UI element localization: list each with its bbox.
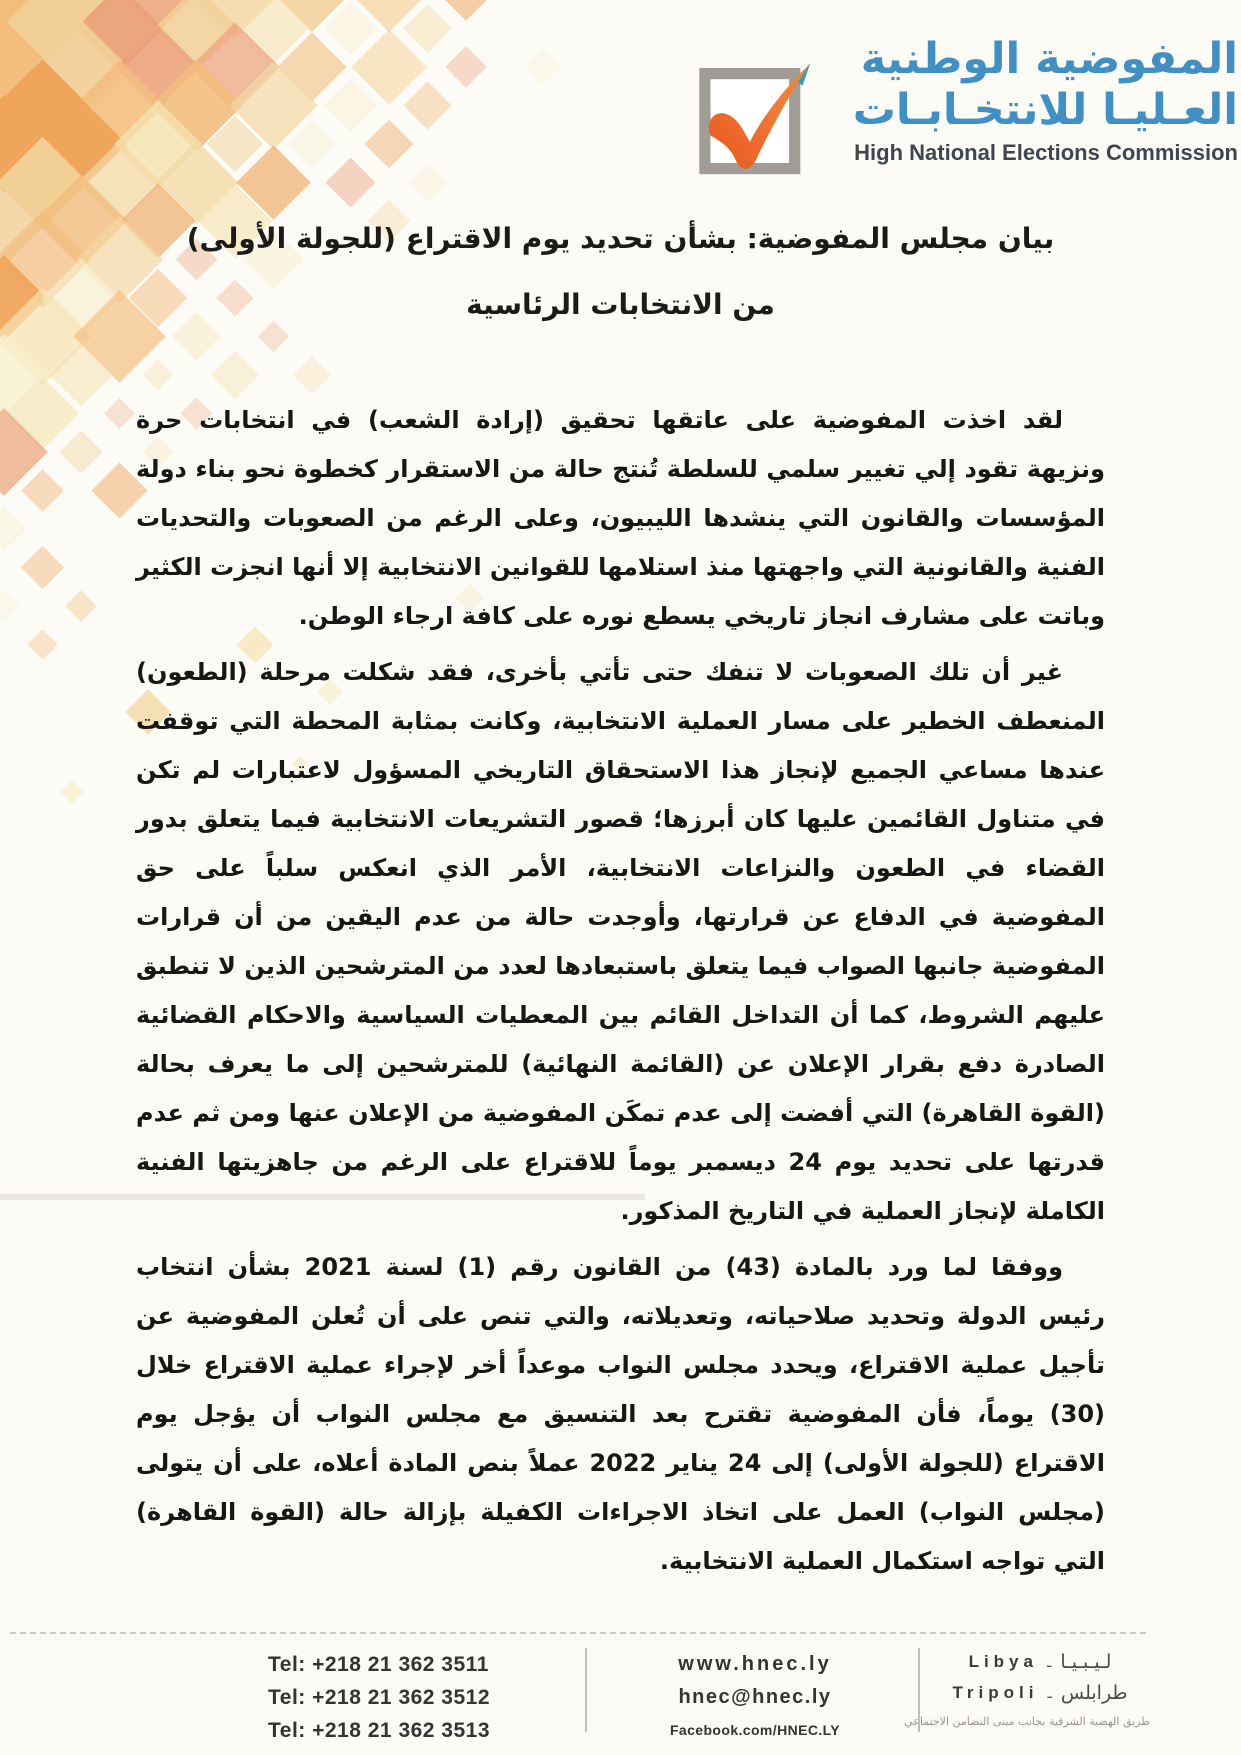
dash-separator: ـ xyxy=(1046,1653,1052,1671)
body-paragraph-2: غير أن تلك الصعوبات لا تنفك حتى تأتي بأخرى، فقد شكلت مرحلة (الطعون) المنعطف الخطير على مسار العملية الانتخابية، وكانت بمثابة المحطة التي توقفت عندها مساعي الجميع لإنجاز هذا الاستحقاق التاريخي المسؤول لاعتبارات لم تكن في متناول القائمين عليها كان أبرزها؛ قصور التشريعات الانتخابية فيما يتعلق بدور القضاء في الطعون والنزاعات الانتخابية، الأمر الذي انعكس سلباً على حق المفوضية في الدفاع عن قرارتها، وأوجدت حالة من عدم اليقين من أن قرارات المفوضية جانبها الصواب فيما يتعلق باستبعادها لعدد من المترشحين الذين لا تنطبق عليهم الشروط، كما أن التداخل القائم بين المعطيات السياسية والاحكام القضائية الصادرة دفع بقرار الإعلان عن (القائمة النهائية) للمترشحين إلى ما يعرف بحالة (القوة القاهرة) التي أفضت إلى عدم تمكَن المفوضية من الإعلان عنها ومن ثم عدم قدرتها على تحديد يوم 24 ديسمبر يوماً للاقتراع على الرغم من جاهزيتها الفنية الكاملة لإنجاز العملية في التاريخ المذكور. xyxy=(136,658,1105,1225)
website-text: www.hnec.ly xyxy=(678,1653,832,1675)
statement-title-line2: من الانتخابات الرئاسية xyxy=(466,288,775,321)
phone-line-1: Tel: +218 21 362 3511 xyxy=(268,1653,489,1676)
location-block xyxy=(904,1646,1150,1728)
city-name-arabic: طرابلس xyxy=(1060,1681,1128,1704)
phone-list xyxy=(268,1648,490,1747)
web-contact-block xyxy=(600,1648,910,1747)
page-footer xyxy=(0,1632,1241,1755)
hnec-logo xyxy=(698,34,1238,179)
body-paragraph-3: ووفقا لما ورد بالمادة (43) من القانون رقم (1) لسنة 2021 بشأن انتخاب رئيس الدولة وتحديد صلاحياته، وتعديلاته، والتي تنص على أن تُعلن المفوضية عن تأجيل عملية الاقتراع، ويحدد مجلس النواب موعداً أخر لإجراء عملية الاقتراع خلال (30) يوماً، فأن المفوضية تقترح بعد التنسيق مع مجلس النواب أن يؤجل يوم الاقتراع (للجولة الأولى) إلى 24 يناير 2022 عملاً بنص المادة أعلاه، على أن يتولى (مجلس النواب) العمل على اتخاذ الاجراءات الكفيلة بإزالة حالة (القوة القاهرة) التي تواجه استكمال العملية الانتخابية. xyxy=(136,1253,1105,1575)
ballot-checkbox-icon xyxy=(698,58,812,179)
country-name-english: Libya xyxy=(968,1651,1038,1671)
logo-arabic-name-line2: العـليـا للانتخـابـات xyxy=(852,85,1238,135)
footer-column-divider-1 xyxy=(585,1648,587,1732)
logo-arabic-name-line1: المفوضية الوطنية xyxy=(860,34,1238,84)
footer-divider-line xyxy=(10,1632,1146,1634)
country-name-arabic: لـيـبـيـا xyxy=(1060,1650,1112,1673)
phone-line-3: Tel: +218 21 362 3513 xyxy=(268,1719,491,1742)
dash-separator: ـ xyxy=(1047,1684,1052,1702)
statement-title xyxy=(0,218,1241,326)
facebook-text: Facebook.com/HNEC.LY xyxy=(669,1722,841,1738)
statement-body xyxy=(136,396,1105,1593)
email-text: hnec@hnec.ly xyxy=(678,1686,832,1708)
logo-english-name: High National Elections Commission xyxy=(854,140,1238,165)
city-name-english: Tripoli xyxy=(952,1682,1039,1702)
city-row xyxy=(930,1677,1150,1708)
statement-title-line1: بيان مجلس المفوضية: بشأن تحديد يوم الاقتراع (للجولة الأولى) xyxy=(186,222,1055,255)
phone-line-2: Tel: +218 21 362 3512 xyxy=(268,1686,491,1709)
address-text: طريق الهضبة الشرقية بجانب مبنى التضامن الاجتماعي xyxy=(904,1715,1150,1728)
country-row xyxy=(930,1646,1150,1677)
body-paragraph-1: لقد اخذت المفوضية على عاتقها تحقيق (إرادة الشعب) في انتخابات حرة ونزيهة تقود إلي تغيير سلمي للسلطة تُنتج حالة من الاستقرار كخطوة نحو بناء دولة المؤسسات والقانون التي ينشدها الليبيون، وعلى الرغم من الصعوبات والتحديات الفنية والقانونية التي واجهتها منذ استلامها للقوانين الانتخابية إلا أنها انجزت الكثير وباتت على مشارف انجاز تاريخي يسطع نوره على كافة ارجاء الوطن. xyxy=(136,406,1105,630)
